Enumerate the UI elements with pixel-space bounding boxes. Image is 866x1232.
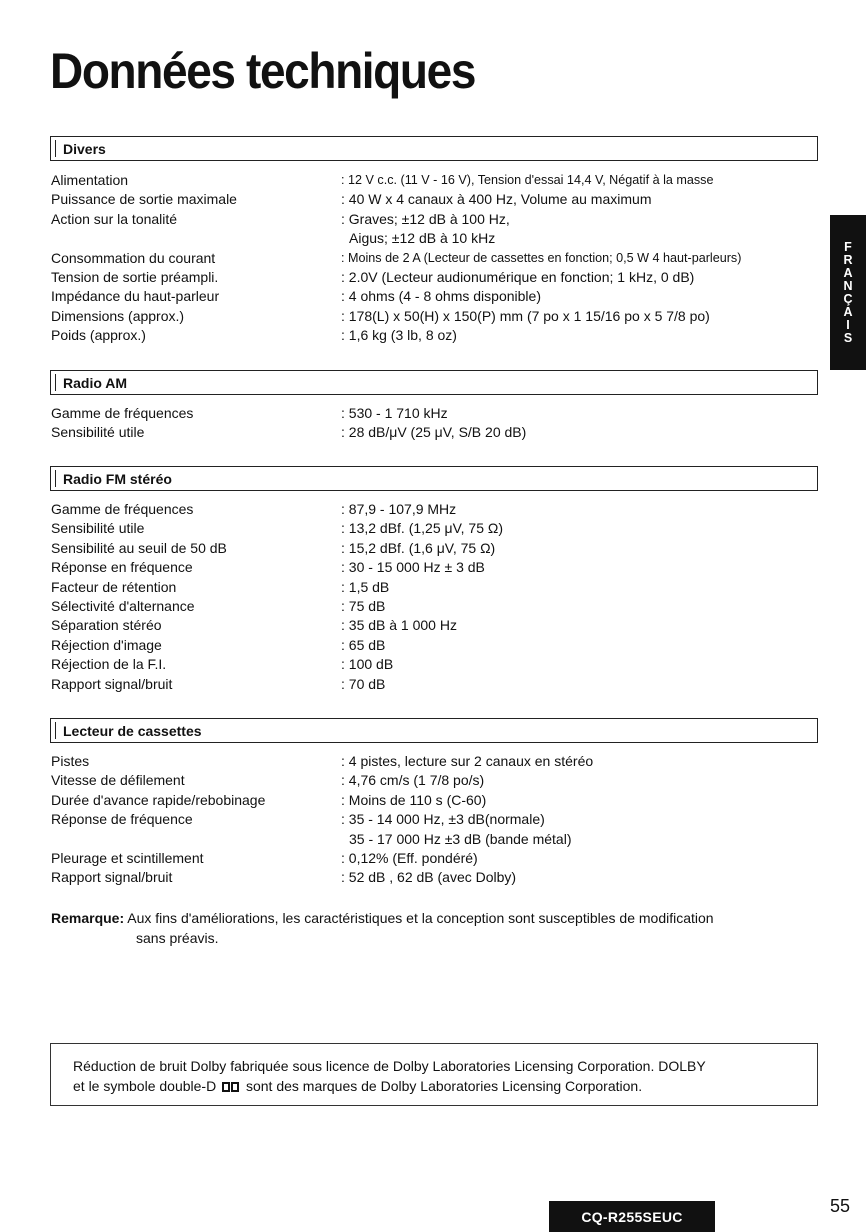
language-tab-letter: R [843,252,853,267]
remark-label: Remarque: [51,910,125,926]
spec-label: Réponse en fréquence [51,559,193,576]
section-title: Radio AM [63,375,128,391]
spec-value: : 1,6 kg (3 lb, 8 oz) [341,327,457,344]
spec-value: : 100 dB [341,656,394,673]
spec-label: Gamme de fréquences [51,501,194,517]
spec-value: : 0,12% (Eff. pondéré) [341,849,478,866]
language-tab-letter: A [843,304,853,319]
language-tab-letter: I [846,317,850,332]
spec-value: : 1,5 dB [341,578,390,595]
spec-value: : 35 - 14 000 Hz, ±3 dB(normale) [341,811,545,828]
spec-row [51,539,831,558]
spec-value: : 12 V c.c. (11 V - 16 V), Tension d'essai 14,4 V, Négatif à la masse [341,173,714,187]
dolby-note-line2 [73,1076,807,1097]
spec-label: Pleurage et scintillement [51,849,204,866]
dolby-note-line2-start: et le symbole double-D [73,1078,217,1094]
spec-value: : 35 dB à 1 000 Hz [341,617,457,634]
spec-list-radio-am [51,404,831,443]
spec-value: : 52 dB , 62 dB (avec Dolby) [341,869,517,886]
spec-row [51,616,831,635]
spec-row [51,210,831,229]
spec-value: : 65 dB [341,636,386,653]
language-tab-letter: N [843,278,853,293]
spec-label: Pistes [51,753,90,769]
spec-value: : 30 - 15 000 Hz ± 3 dB [341,559,485,576]
spec-row [51,519,831,538]
spec-label: Tension de sortie préampli. [51,268,219,285]
spec-value: : 4 ohms (4 - 8 ohms disponible) [341,288,541,305]
spec-value: : Graves; ±12 dB à 100 Hz, [341,210,510,227]
spec-label: Sensibilité utile [51,424,145,441]
spec-label: Vitesse de défilement [51,772,185,789]
spec-row [51,404,831,423]
spec-value: : 75 dB [341,597,386,614]
spec-row [51,675,831,694]
spec-value: : 13,2 dBf. (1,25 μV, 75 Ω) [341,520,503,537]
language-tab-letter: Ç [843,291,853,306]
spec-label: Durée d'avance rapide/rebobinage [51,791,266,808]
spec-list-radio-fm [51,500,831,694]
spec-row [51,171,831,190]
spec-value: : 2.0V (Lecteur audionumérique en fonction; 1 kHz, 0 dB) [341,268,695,285]
spec-list-divers [51,171,831,346]
spec-row [51,500,831,519]
spec-label: Action sur la tonalité [51,210,178,227]
spec-label: Facteur de rétention [51,578,177,595]
model-number: CQ-R255SEUC [549,1201,715,1232]
spec-row [51,752,831,771]
spec-label: Dimensions (approx.) [51,307,185,324]
language-tab-letter: F [844,239,852,254]
remark [51,908,841,948]
spec-value: : 40 W x 4 canaux à 400 Hz, Volume au maximum [341,191,652,208]
spec-label: Gamme de fréquences [51,405,194,421]
spec-value: : 530 - 1 710 kHz [341,405,448,421]
section-title: Divers [63,141,106,157]
dolby-note-line1: Réduction de bruit Dolby fabriquée sous licence de Dolby Laboratories Licensing Corporation. DOLBY [73,1058,706,1074]
spec-value: 35 - 17 000 Hz ±3 dB (bande métal) [349,830,572,847]
spec-row [51,578,831,597]
spec-row [51,423,831,442]
spec-label: Rapport signal/bruit [51,675,173,692]
spec-row [51,597,831,616]
spec-value: : 70 dB [341,675,386,692]
spec-value: : 4 pistes, lecture sur 2 canaux en stéréo [341,753,594,769]
spec-value: : 178(L) x 50(H) x 150(P) mm (7 po x 1 15/16 po x 5 7/8 po) [341,307,710,324]
section-header-radio-am [50,370,818,395]
dolby-double-d-icon [222,1077,240,1097]
page-number: 55 [830,1196,851,1216]
spec-row [51,791,831,810]
spec-row [51,810,831,829]
section-header-divers [50,136,818,161]
language-tab-letter: S [843,330,853,345]
spec-row [51,655,831,674]
spec-value: : 4,76 cm/s (1 7/8 po/s) [341,772,485,789]
section-title: Radio FM stéréo [63,471,172,487]
spec-row [51,268,831,287]
spec-row [51,190,831,209]
spec-label: Sélectivité d'alternance [51,597,195,614]
spec-row [51,229,831,248]
section-title: Lecteur de cassettes [63,723,202,739]
spec-value: : 87,9 - 107,9 MHz [341,501,457,517]
spec-label: Séparation stéréo [51,617,162,634]
spec-label: Sensibilité au seuil de 50 dB [51,539,227,556]
spec-row [51,287,831,306]
remark-text: Aux fins d'améliorations, les caractéristiques et la conception sont susceptibles de modification [124,910,714,926]
section-header-cassette [50,718,818,743]
spec-label: Réjection de la F.I. [51,656,167,673]
section-header-radio-fm [50,466,818,491]
language-tab-letter: A [843,265,853,280]
spec-row [51,558,831,577]
remark-text-continued: sans préavis. [136,930,219,946]
spec-value: : 28 dB/μV (25 μV, S/B 20 dB) [341,424,527,441]
dolby-note-line2-end: sont des marques de Dolby Laboratories Licensing Corporation. [245,1078,643,1094]
page-title: Données techniques [50,43,476,99]
spec-label: Consommation du courant [51,249,216,266]
spec-label: Alimentation [51,172,129,188]
spec-row [51,849,831,868]
spec-row [51,771,831,790]
spec-label: Rapport signal/bruit [51,869,173,886]
spec-value: : Moins de 2 A (Lecteur de cassettes en fonction; 0,5 W 4 haut-parleurs) [341,250,742,265]
spec-row [51,636,831,655]
spec-row [51,868,831,887]
spec-value: : Moins de 110 s (C-60) [341,791,487,808]
spec-value: Aigus; ±12 dB à 10 kHz [349,230,496,247]
spec-row [51,326,831,345]
spec-label: Impédance du haut-parleur [51,288,220,305]
spec-row [51,830,831,849]
spec-label: Sensibilité utile [51,520,145,537]
spec-value: : 15,2 dBf. (1,6 μV, 75 Ω) [341,539,496,556]
spec-label: Réjection d'image [51,636,162,653]
language-tab [830,215,866,370]
spec-label: Réponse de fréquence [51,811,193,828]
spec-row [51,307,831,326]
dolby-note [50,1043,818,1106]
spec-row [51,249,831,268]
spec-label: Puissance de sortie maximale [51,191,237,208]
spec-list-cassette [51,752,831,888]
spec-label: Poids (approx.) [51,327,146,344]
